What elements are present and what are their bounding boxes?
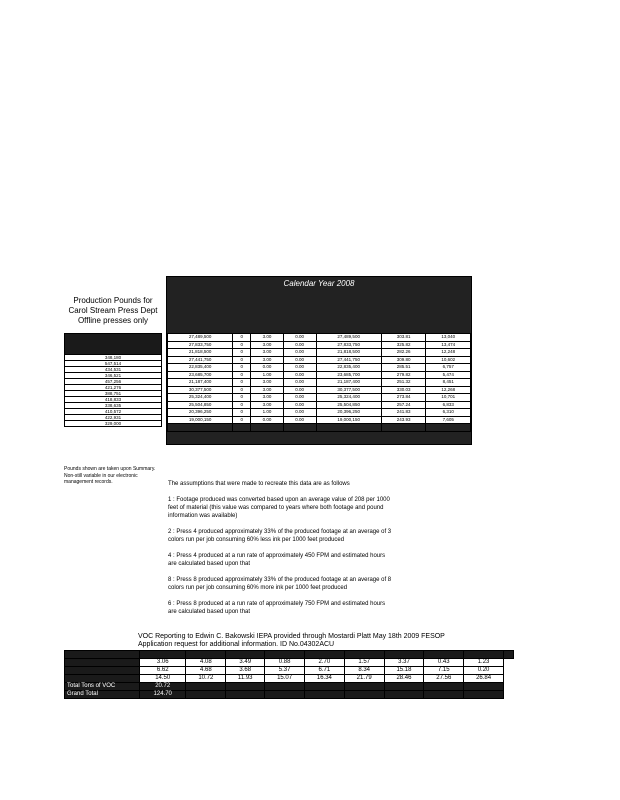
side-value-cell: 410,572	[65, 409, 162, 415]
calendar-year-table	[166, 276, 472, 445]
calendar-cell: 20,396,250	[316, 409, 381, 417]
calendar-cell: 27,441,750	[168, 356, 233, 364]
side-table-row	[65, 421, 162, 427]
calendar-cell: 0	[233, 356, 251, 364]
calendar-header-cell	[167, 291, 210, 331]
calendar-cell: 3.00	[251, 334, 284, 342]
voc-row	[65, 683, 514, 691]
voc-row	[65, 675, 514, 683]
calendar-table-row	[168, 416, 471, 424]
calendar-cell: 30,377,500	[168, 386, 233, 394]
calendar-header-cell	[210, 291, 253, 331]
calendar-cell: 19,000,150	[168, 416, 233, 424]
calendar-cell: 285.51	[381, 364, 426, 372]
calendar-cell: 0	[233, 341, 251, 349]
calendar-cell: 0	[233, 364, 251, 372]
voc-value-cell: 28.46	[384, 675, 424, 683]
voc-value-cell: 3.37	[384, 659, 424, 667]
voc-value-cell	[186, 691, 226, 699]
assumptions-intro: The assumptions that were made to recreate this data are as follows	[168, 481, 350, 487]
calendar-header-cell	[297, 291, 340, 331]
voc-value-cell: 0.20	[464, 667, 504, 675]
calendar-table-row	[168, 341, 471, 349]
calendar-cell: 330.03	[381, 386, 426, 394]
calendar-cell: 10,701	[426, 394, 471, 402]
calendar-cell: 22,835,400	[316, 364, 381, 372]
calendar-cell: 22,835,400	[168, 364, 233, 372]
voc-value-cell	[304, 683, 344, 691]
side-value-cell: 418,833	[65, 397, 162, 403]
voc-value-cell: 27.56	[424, 675, 464, 683]
calendar-cell: 30,377,500	[316, 386, 381, 394]
voc-header-cell	[226, 651, 265, 659]
calendar-cell: 27,833,750	[316, 341, 381, 349]
voc-value-cell: 0.43	[424, 659, 464, 667]
voc-header-row	[65, 651, 514, 659]
calendar-cell: 3.00	[251, 401, 284, 409]
voc-value-cell	[384, 683, 424, 691]
calendar-cell: 27,489,500	[168, 334, 233, 342]
calendar-cell: 0.00	[251, 364, 284, 372]
voc-value-cell: 15.18	[384, 667, 424, 675]
calendar-cell: 27,489,500	[316, 334, 381, 342]
voc-row	[65, 659, 514, 667]
calendar-total-cell	[283, 424, 316, 432]
assumption-item: 1 : Footage produced was converted based upon an average value of 208 per 1000 feet of material (this value was compared to years where both footage and pound information was available)	[168, 497, 390, 519]
calendar-table-row	[168, 364, 471, 372]
calendar-cell: 325.82	[381, 341, 426, 349]
voc-value-cell	[265, 691, 305, 699]
voc-value-cell: 14.50	[140, 675, 186, 683]
side-value-cell: 547,514	[65, 361, 162, 367]
calendar-table-row	[168, 379, 471, 387]
voc-value-cell	[344, 691, 384, 699]
calendar-cell: 0.00	[283, 379, 316, 387]
assumption-item: 4 : Press 4 produced at a run rate of approximately 450 FPM and estimated hours are calculated based upon that	[168, 553, 386, 567]
calendar-cell: 309.80	[381, 356, 426, 364]
voc-value-cell: 3.68	[226, 667, 265, 675]
voc-value-cell: 7.15	[424, 667, 464, 675]
voc-header-cell	[265, 651, 305, 659]
side-table-title: Production Pounds for Carol Stream Press Dept Offline presses only	[68, 296, 158, 325]
calendar-cell: 0	[233, 379, 251, 387]
calendar-cell: 21,187,400	[168, 379, 233, 387]
calendar-cell: 13,040	[426, 334, 471, 342]
voc-header-cell	[424, 651, 464, 659]
calendar-cell: 21,187,400	[316, 379, 381, 387]
side-value-cell: 457,256	[65, 379, 162, 385]
calendar-cell: 241.83	[381, 409, 426, 417]
calendar-cell: 1.00	[251, 371, 284, 379]
calendar-data-table	[167, 333, 471, 432]
voc-row-label	[65, 675, 140, 683]
side-value-cell: 421,276	[65, 385, 162, 391]
voc-value-cell: 1.57	[344, 659, 384, 667]
side-value-cell: 346,521	[65, 373, 162, 379]
calendar-total-cell	[426, 424, 471, 432]
assumption-item: 6 : Press 8 produced at a run rate of approximately 750 FPM and estimated hours are calculated based upon that	[168, 601, 386, 615]
voc-value-cell	[186, 683, 226, 691]
voc-value-cell	[265, 683, 305, 691]
voc-report-table	[64, 650, 514, 699]
side-header-cell	[65, 334, 162, 355]
calendar-cell: 243.93	[381, 416, 426, 424]
calendar-cell: 7,605	[426, 416, 471, 424]
voc-header-cell	[384, 651, 424, 659]
side-footnote: Pounds shown are taken upon Summary. Non-still variable in our electronic management records.	[64, 466, 156, 485]
calendar-total-cell	[316, 424, 381, 432]
voc-header-cell	[65, 651, 140, 659]
calendar-cell: 5,474	[426, 371, 471, 379]
voc-value-cell	[226, 691, 265, 699]
calendar-cell: 303.81	[381, 334, 426, 342]
voc-value-cell	[384, 691, 424, 699]
calendar-table-row	[168, 394, 471, 402]
voc-value-cell: 15.07	[265, 675, 305, 683]
calendar-cell: 0.00	[283, 371, 316, 379]
calendar-cell: 0.00	[283, 416, 316, 424]
calendar-cell: 25,324,400	[168, 394, 233, 402]
voc-row	[65, 667, 514, 675]
calendar-table-row	[168, 386, 471, 394]
calendar-table-header	[167, 291, 471, 331]
voc-value-cell: 6.62	[140, 667, 186, 675]
voc-header-cell	[186, 651, 226, 659]
calendar-table-row	[168, 409, 471, 417]
voc-value-cell: 21.79	[344, 675, 384, 683]
calendar-cell: 6,757	[426, 364, 471, 372]
voc-header-cell	[503, 651, 513, 659]
calendar-cell: 25,504,850	[316, 401, 381, 409]
side-table-header	[65, 334, 162, 355]
voc-value-cell: 20.72	[140, 683, 186, 691]
voc-row-label	[65, 659, 140, 667]
calendar-cell: 3.00	[251, 394, 284, 402]
side-value-cell: 338,635	[65, 403, 162, 409]
side-production-table	[64, 333, 162, 427]
side-value-cell: 348,180	[65, 355, 162, 361]
voc-value-cell: 0.88	[265, 659, 305, 667]
calendar-cell: 279.82	[381, 371, 426, 379]
calendar-cell: 23,685,700	[316, 371, 381, 379]
calendar-cell: 0	[233, 349, 251, 357]
assumption-item: 2 : Press 4 produced approximately 33% of the produced footage at an average of 3 colors run per job consuming 60% less ink per 1000 feet produced	[168, 529, 392, 543]
voc-value-cell	[344, 683, 384, 691]
side-value-cell: 329,000	[65, 421, 162, 427]
calendar-cell: 251.32	[381, 379, 426, 387]
voc-row-label: Grand Total	[65, 691, 140, 699]
calendar-cell: 0	[233, 371, 251, 379]
voc-header-cell	[304, 651, 344, 659]
calendar-cell: 6,310	[426, 409, 471, 417]
calendar-year-title: Calendar Year 2008	[283, 279, 355, 288]
calendar-cell: 25,504,850	[168, 401, 233, 409]
calendar-cell: 27,833,750	[168, 341, 233, 349]
calendar-cell: 1.00	[251, 409, 284, 417]
voc-value-cell	[464, 691, 504, 699]
calendar-header-cell	[254, 291, 297, 331]
voc-header-cell	[344, 651, 384, 659]
calendar-cell: 273.84	[381, 394, 426, 402]
side-value-cell: 388,751	[65, 391, 162, 397]
calendar-cell: 8,451	[426, 379, 471, 387]
voc-row-label: Total Tons of VOC	[65, 683, 140, 691]
calendar-cell: 0.00	[283, 334, 316, 342]
voc-header-cell	[464, 651, 504, 659]
calendar-cell: 0	[233, 401, 251, 409]
calendar-cell: 25,324,400	[316, 394, 381, 402]
calendar-cell: 0.00	[283, 401, 316, 409]
voc-report-title: VOC Reporting to Edwin C. Bakowski IEPA provided through Mostardi Platt May 18th 2009 FESOP Application request for additional information. ID No.04302ACU	[138, 633, 445, 648]
voc-value-cell: 2.70	[304, 659, 344, 667]
voc-row	[65, 691, 514, 699]
voc-value-cell	[226, 683, 265, 691]
calendar-header-cell	[341, 291, 384, 331]
calendar-cell: 6,833	[426, 401, 471, 409]
calendar-cell: 19,000,150	[316, 416, 381, 424]
voc-header-cell	[140, 651, 186, 659]
calendar-total-row	[168, 424, 471, 432]
voc-value-cell: 3.06	[140, 659, 186, 667]
calendar-cell: 21,818,500	[168, 349, 233, 357]
calendar-cell: 0.00	[283, 349, 316, 357]
voc-row-label	[65, 667, 140, 675]
calendar-table-row	[168, 401, 471, 409]
calendar-cell: 0.00	[283, 386, 316, 394]
calendar-cell: 20,396,250	[168, 409, 233, 417]
voc-value-cell: 5.37	[265, 667, 305, 675]
voc-value-cell: 16.34	[304, 675, 344, 683]
calendar-cell: 3.00	[251, 386, 284, 394]
calendar-header-cell	[428, 291, 471, 331]
calendar-cell: 21,818,500	[316, 349, 381, 357]
calendar-cell: 0.00	[251, 416, 284, 424]
calendar-cell: 0.00	[283, 394, 316, 402]
calendar-table-row	[168, 356, 471, 364]
voc-value-cell: 8.34	[344, 667, 384, 675]
calendar-total-cell	[381, 424, 426, 432]
voc-value-cell: 26.84	[464, 675, 504, 683]
calendar-cell: 0	[233, 334, 251, 342]
calendar-cell: 3.00	[251, 379, 284, 387]
calendar-cell: 257.24	[381, 401, 426, 409]
calendar-cell: 0	[233, 409, 251, 417]
calendar-cell: 3.00	[251, 349, 284, 357]
calendar-cell: 13,474	[426, 341, 471, 349]
calendar-total-cell	[168, 424, 233, 432]
calendar-cell: 0	[233, 394, 251, 402]
calendar-cell: 0	[233, 386, 251, 394]
side-value-cell: 422,931	[65, 415, 162, 421]
side-value-cell: 434,531	[65, 367, 162, 373]
calendar-cell: 0.00	[283, 356, 316, 364]
calendar-cell: 3.00	[251, 356, 284, 364]
calendar-cell: 0.00	[283, 341, 316, 349]
calendar-cell: 27,441,750	[316, 356, 381, 364]
calendar-total-cell	[251, 424, 284, 432]
calendar-table-row	[168, 371, 471, 379]
assumptions-section	[168, 480, 393, 624]
calendar-cell: 282.26	[381, 349, 426, 357]
calendar-cell: 23,685,700	[168, 371, 233, 379]
voc-value-cell: 10.72	[186, 675, 226, 683]
voc-value-cell	[424, 683, 464, 691]
calendar-cell: 0.00	[283, 364, 316, 372]
assumption-item: 8 : Press 8 produced approximately 33% of the produced footage at an average of 8 colors run per job consuming 60% more ink per 1000 feet produced	[168, 577, 392, 591]
calendar-cell: 0.00	[283, 409, 316, 417]
calendar-cell: 12,268	[426, 386, 471, 394]
calendar-cell: 3.00	[251, 341, 284, 349]
voc-value-cell: 4.08	[186, 659, 226, 667]
calendar-table-row	[168, 349, 471, 357]
calendar-header-cell	[384, 291, 427, 331]
calendar-cell: 12,248	[426, 349, 471, 357]
calendar-cell: 0	[233, 416, 251, 424]
voc-value-cell	[304, 691, 344, 699]
voc-value-cell: 3.49	[226, 659, 265, 667]
calendar-total-cell	[233, 424, 251, 432]
voc-value-cell: 6.71	[304, 667, 344, 675]
voc-value-cell: 124.70	[140, 691, 186, 699]
voc-value-cell	[424, 691, 464, 699]
voc-value-cell: 1.23	[464, 659, 504, 667]
calendar-table-row	[168, 334, 471, 342]
calendar-cell: 10,602	[426, 356, 471, 364]
voc-value-cell	[464, 683, 504, 691]
voc-value-cell: 4.68	[186, 667, 226, 675]
voc-value-cell: 11.93	[226, 675, 265, 683]
